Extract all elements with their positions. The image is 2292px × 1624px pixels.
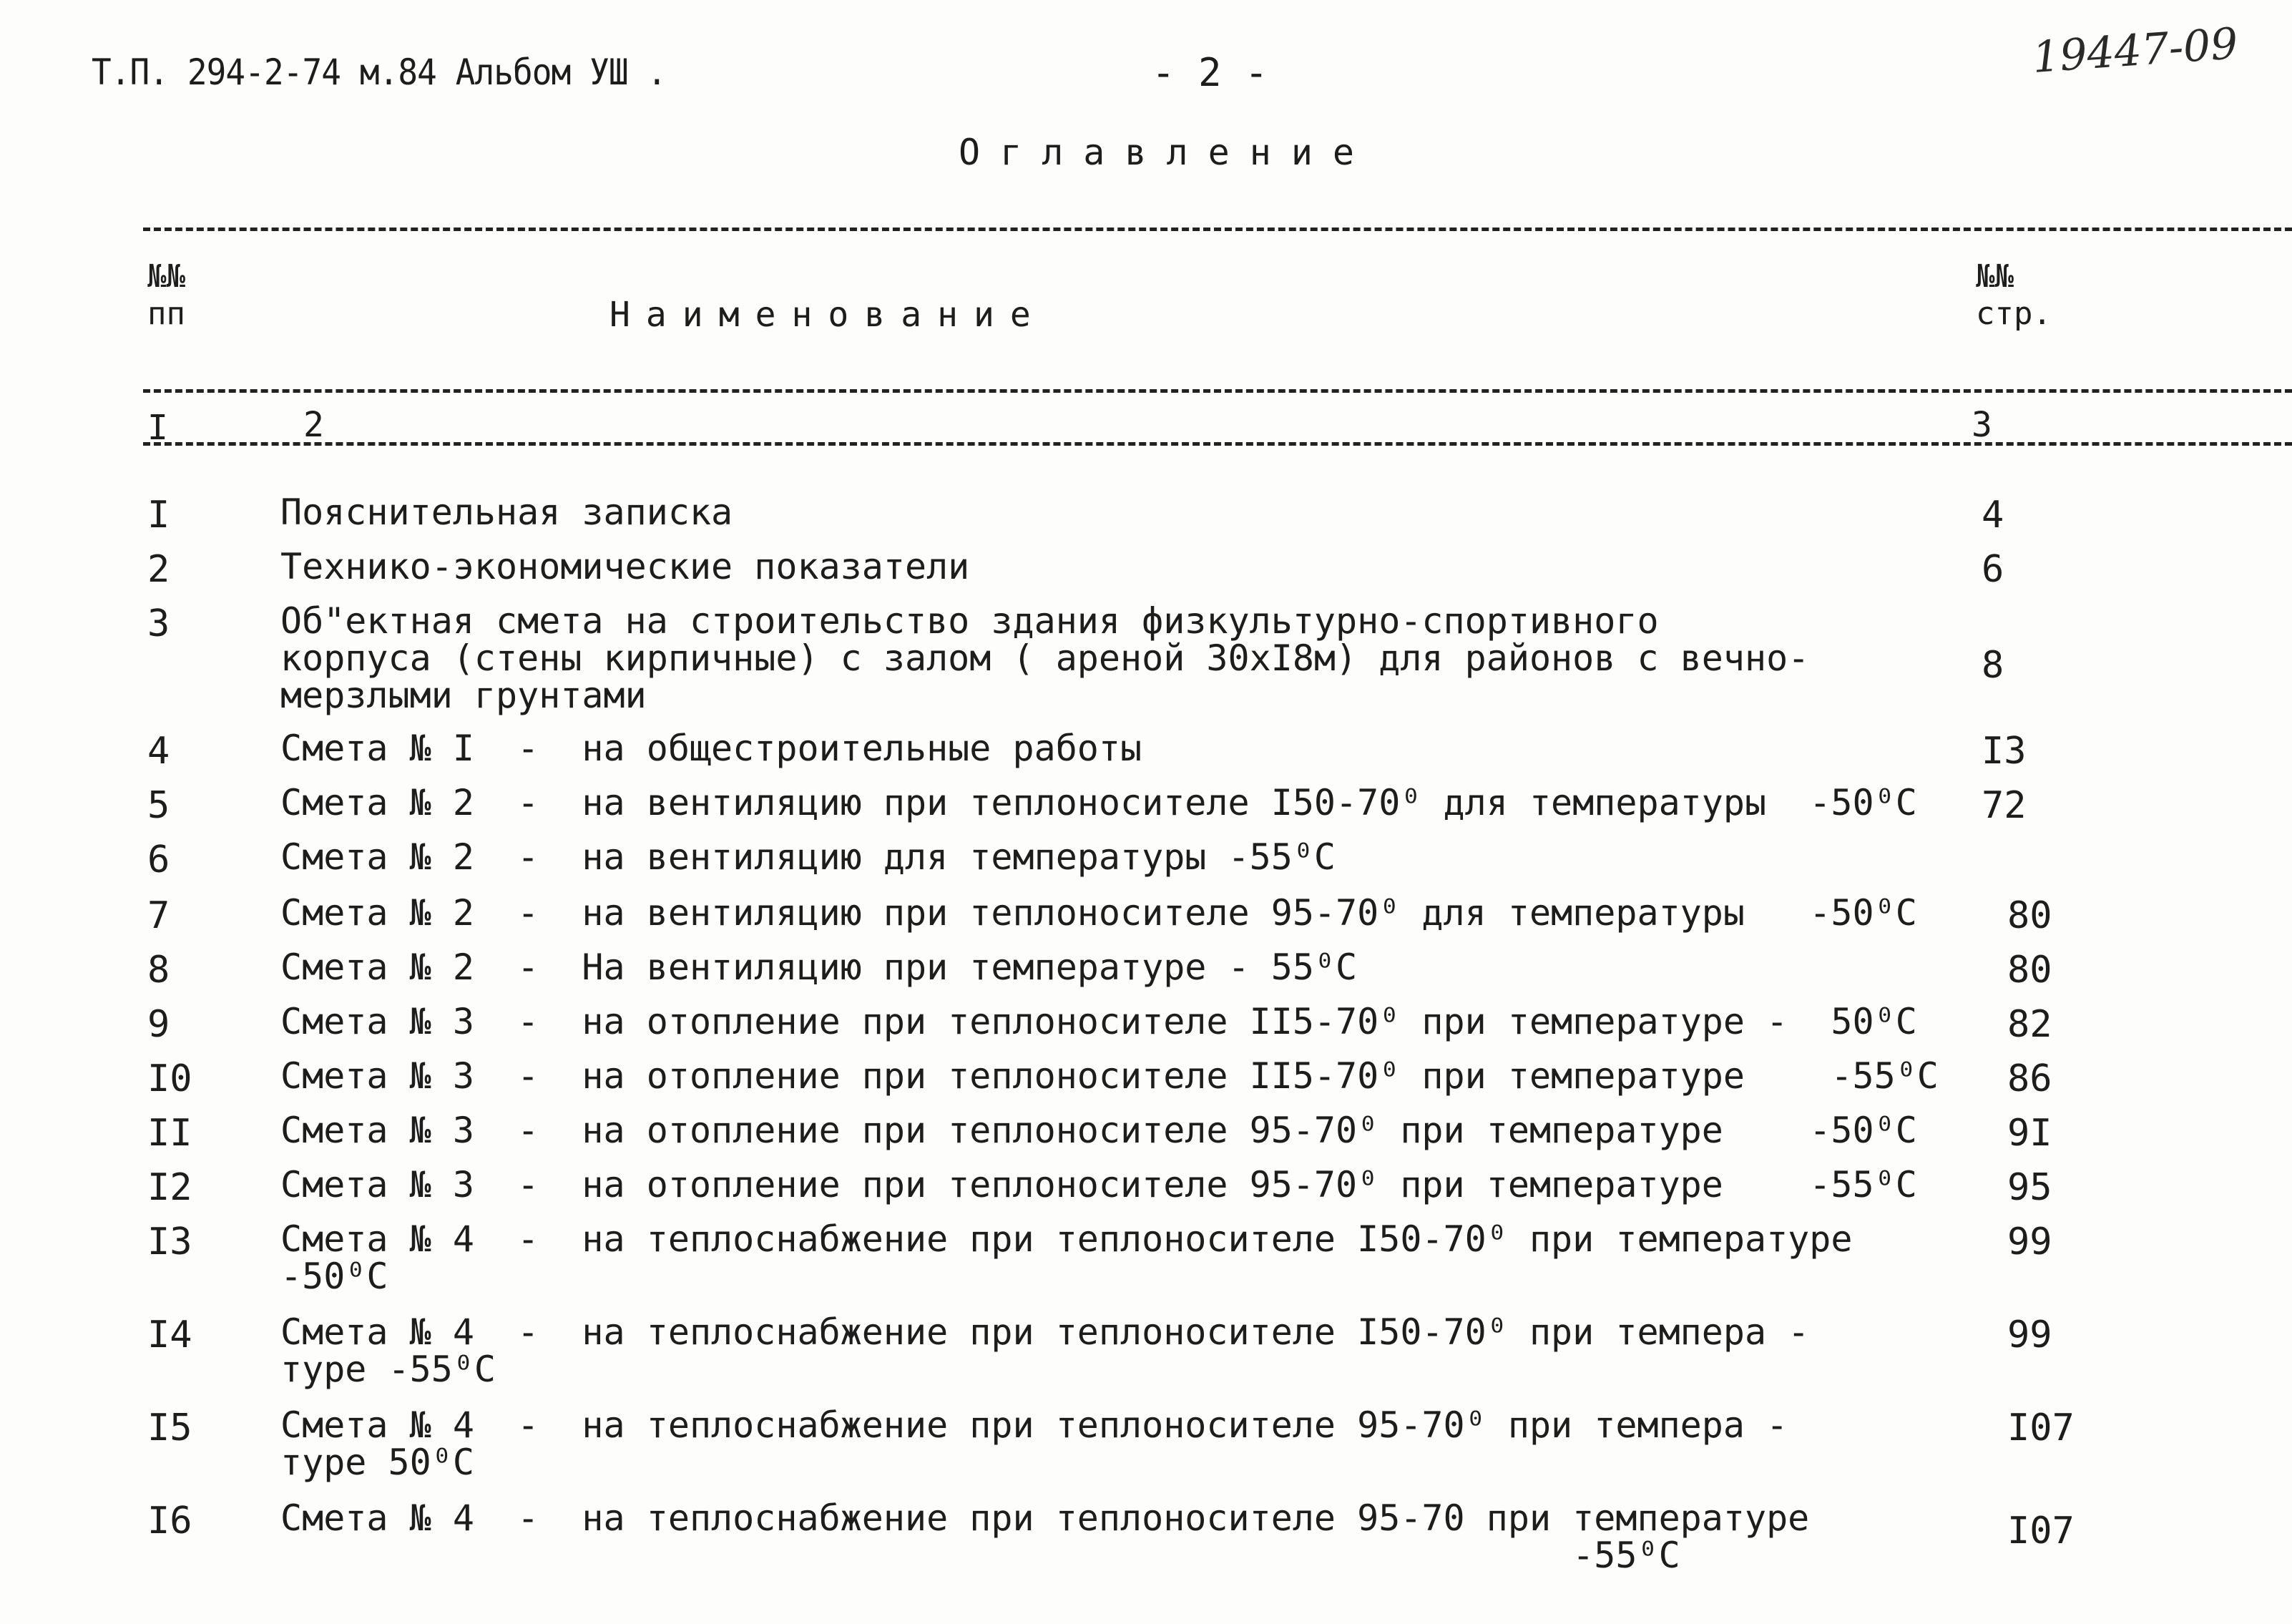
item-page: 99 bbox=[2007, 1221, 2052, 1263]
item-title: Смета № 3 - на отопление при теплоносителе 95-70⁰ при температуре -50⁰С bbox=[280, 1110, 1917, 1151]
document-title: Оглавление bbox=[959, 132, 1375, 173]
item-title: Смета № 4 - на теплоснабжение при теплоносителе I50-70⁰ при темпера - туре -55⁰С bbox=[280, 1311, 1810, 1390]
item-title: Смета № 4 - на теплоснабжение при теплоносителе I50-70⁰ при температуре -50⁰С bbox=[280, 1218, 1853, 1297]
item-number: 8 bbox=[147, 949, 170, 992]
item-page: 80 bbox=[2007, 894, 2052, 937]
item-number: 6 bbox=[147, 838, 170, 881]
item-title: Смета № 2 - на вентиляцию при теплоносителе 95-70⁰ для температуры -50⁰С bbox=[280, 892, 1917, 934]
document-reference: Т.П. 294-2-74 м.84 Альбом УШ . bbox=[92, 52, 667, 93]
header-number-line1: №№ bbox=[147, 258, 185, 295]
item-number: I0 bbox=[147, 1057, 192, 1100]
item-title: Смета № 3 - на отопление при теплоносителе II5-70⁰ при температуре - 50⁰С bbox=[280, 1001, 1917, 1042]
item-page: I07 bbox=[2007, 1510, 2075, 1552]
column-number-2: 2 bbox=[303, 405, 324, 445]
item-number: 7 bbox=[147, 894, 170, 937]
item-title: Смета № 3 - на отопление при теплоносителе II5-70⁰ при температуре -55⁰С bbox=[280, 1055, 1939, 1097]
item-title: Смета № 4 - на теплоснабжение при теплоносителе 95-70 при температуре -55⁰С bbox=[280, 1497, 1810, 1576]
item-number: I2 bbox=[147, 1166, 192, 1209]
page-number: - 2 - bbox=[1152, 50, 1268, 95]
item-number: I5 bbox=[147, 1407, 192, 1449]
item-page: I07 bbox=[2007, 1407, 2075, 1449]
archive-number: 19447-09 bbox=[2030, 19, 2240, 83]
item-title: Смета № 2 - на вентиляцию для температуры -55⁰С bbox=[280, 836, 1336, 878]
item-title: Смета № 3 - на отопление при теплоносителе 95-70⁰ при температуре -55⁰С bbox=[280, 1164, 1917, 1205]
item-page: 6 bbox=[1982, 548, 2004, 591]
item-title: Технико-экономические показатели bbox=[280, 546, 970, 587]
item-page: 86 bbox=[2007, 1057, 2052, 1100]
column-number-3: 3 bbox=[1972, 405, 1992, 445]
header-page-line2: стр. bbox=[1976, 295, 2052, 332]
divider-column-numbers bbox=[143, 442, 2292, 446]
item-title: Смета № 4 - на теплоснабжение при теплоносителе 95-70⁰ при темпера - туре 50⁰С bbox=[280, 1404, 1788, 1483]
divider-top bbox=[143, 228, 2292, 231]
column-number-1: I bbox=[147, 408, 168, 448]
divider-header-bottom bbox=[143, 389, 2292, 393]
item-number: 3 bbox=[147, 602, 170, 645]
item-page: 95 bbox=[2007, 1166, 2052, 1209]
item-number: 2 bbox=[147, 548, 170, 591]
item-title: Смета № 2 - на вентиляцию при теплоносителе I50-70⁰ для температуры -50⁰С bbox=[280, 782, 1917, 823]
item-number: I3 bbox=[147, 1221, 192, 1263]
item-number: 4 bbox=[147, 730, 170, 773]
item-page: 99 bbox=[2007, 1314, 2052, 1356]
item-page: 9I bbox=[2007, 1112, 2052, 1155]
item-number: I bbox=[147, 494, 170, 537]
item-title: Об"ектная смета на строительство здания физкультурно-спортивного корпуса (стены кирпичные) с залом ( ареной 30хI8м) для районов с вечно- мерзлыми грунтами bbox=[280, 600, 1810, 716]
item-number: 5 bbox=[147, 784, 170, 827]
item-title: Пояснительная записка bbox=[280, 491, 733, 533]
header-name: Наименование bbox=[609, 295, 1047, 335]
item-title: Смета № I - на общестроительные работы bbox=[280, 728, 1142, 769]
item-page: 82 bbox=[2007, 1003, 2052, 1046]
item-number: I6 bbox=[147, 1500, 192, 1542]
item-page: 72 bbox=[1982, 784, 2027, 827]
item-title: Смета № 2 - На вентиляцию при температуре - 55⁰С bbox=[280, 946, 1358, 988]
item-page: I3 bbox=[1982, 730, 2027, 773]
item-number: I4 bbox=[147, 1314, 192, 1356]
item-number: II bbox=[147, 1112, 192, 1155]
header-page-line1: №№ bbox=[1976, 258, 2014, 295]
item-page: 4 bbox=[1982, 494, 2004, 537]
item-page: 8 bbox=[1982, 644, 2004, 687]
item-page: 80 bbox=[2007, 949, 2052, 992]
header-number-line2: пп bbox=[147, 295, 185, 332]
item-number: 9 bbox=[147, 1003, 170, 1046]
